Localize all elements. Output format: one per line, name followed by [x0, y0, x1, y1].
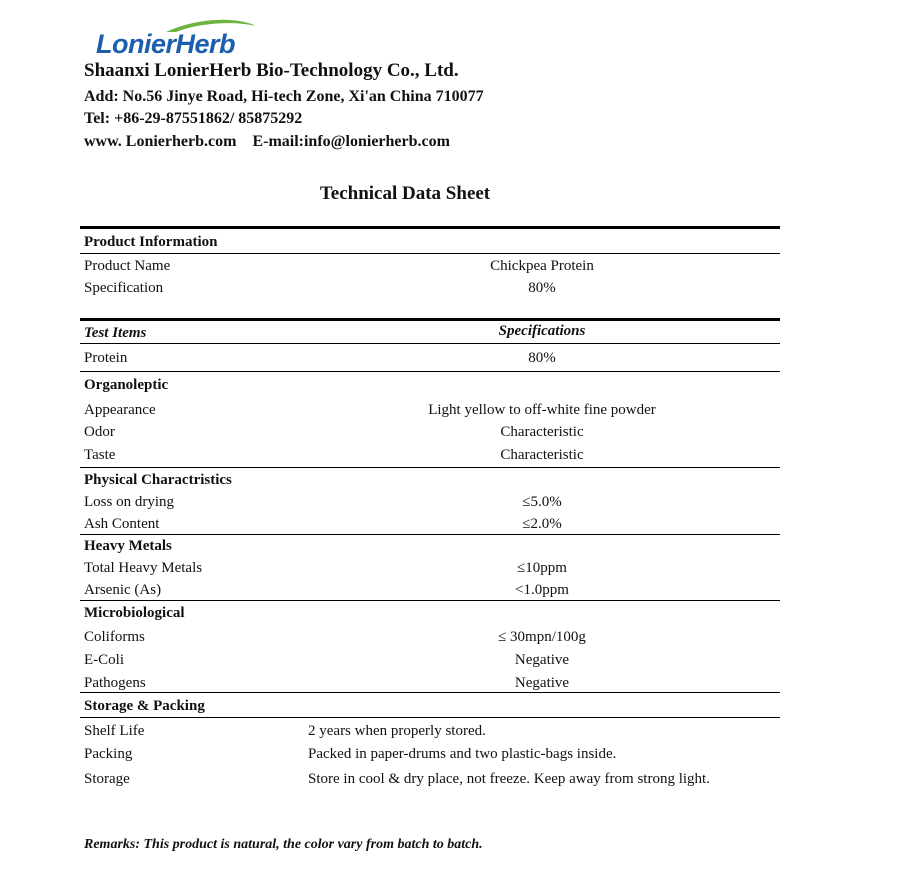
row-value: Characteristic	[500, 424, 584, 440]
row-value: Store in cool & dry place, not freeze. Keep away from strong light.	[308, 771, 710, 787]
row-value: ≤5.0%	[522, 494, 562, 510]
row-label: Packing	[84, 746, 133, 762]
company-contacts	[84, 133, 450, 151]
row-value: Negative	[514, 652, 570, 668]
row-value: 80%	[528, 350, 556, 366]
row-value: <1.0ppm	[515, 582, 569, 598]
row-value: 80%	[528, 280, 556, 296]
company-logo	[96, 16, 286, 59]
row-value: Characteristic	[500, 447, 584, 463]
row-value: 2 years when properly stored.	[308, 723, 486, 739]
email-text: E-mail:info@lonierherb.com	[252, 133, 450, 150]
company-address: Add: No.56 Jinye Road, Hi-tech Zone, Xi'an China 710077	[84, 88, 484, 105]
section-heading-heavy-metals: Heavy Metals	[84, 538, 172, 554]
row-label: Product Name	[84, 258, 171, 274]
table-rule	[80, 467, 780, 468]
row-label: Ash Content	[84, 516, 160, 532]
section-heading-physical: Physical Charactristics	[84, 472, 232, 488]
table-rule	[80, 371, 780, 372]
row-label: Coliforms	[84, 629, 145, 645]
row-value: Packed in paper-drums and two plastic-bags inside.	[308, 746, 617, 762]
table-rule	[80, 692, 780, 693]
row-label: Total Heavy Metals	[84, 560, 203, 576]
row-label: Specification	[84, 280, 164, 296]
company-phone: Tel: +86-29-87551862/ 85875292	[84, 110, 303, 127]
table-rule	[80, 717, 780, 718]
row-label: Appearance	[84, 402, 156, 418]
section-heading-organoleptic: Organoleptic	[84, 377, 169, 393]
company-name: Shaanxi LonierHerb Bio-Technology Co., Ltd.	[84, 60, 459, 81]
table-rule	[80, 226, 780, 229]
table-rule	[80, 253, 780, 254]
row-value: ≤10ppm	[517, 560, 567, 576]
website-text: www. Lonierherb.com	[84, 133, 237, 150]
row-value: Negative	[514, 675, 570, 691]
row-value: ≤ 30mpn/100g	[498, 629, 586, 645]
logo-text: LonierHerb	[96, 29, 236, 59]
row-label: E-Coli	[84, 652, 124, 668]
row-label: Arsenic (As)	[84, 582, 162, 598]
table-rule	[80, 600, 780, 601]
row-value: Light yellow to off-white fine powder	[428, 402, 656, 418]
row-label: Loss on drying	[84, 494, 174, 510]
table-rule	[80, 343, 780, 344]
row-label: Taste	[84, 447, 116, 463]
row-label: Pathogens	[84, 675, 146, 691]
section-heading-storage: Storage & Packing	[84, 698, 205, 714]
row-label: Protein	[84, 350, 128, 366]
row-value: Chickpea Protein	[490, 258, 594, 274]
section-heading-product-info: Product Information	[84, 234, 218, 250]
section-heading-microbiological: Microbiological	[84, 605, 185, 621]
column-header-specifications: Specifications	[498, 323, 586, 339]
row-label: Storage	[84, 771, 130, 787]
remarks-text: Remarks: This product is natural, the color vary from batch to batch.	[84, 837, 483, 852]
page-title: Technical Data Sheet	[319, 183, 491, 204]
column-header-test-items: Test Items	[84, 325, 147, 341]
row-value: ≤2.0%	[522, 516, 562, 532]
row-label: Shelf Life	[84, 723, 145, 739]
table-rule	[80, 318, 780, 321]
row-label: Odor	[84, 424, 115, 440]
table-rule	[80, 534, 780, 535]
